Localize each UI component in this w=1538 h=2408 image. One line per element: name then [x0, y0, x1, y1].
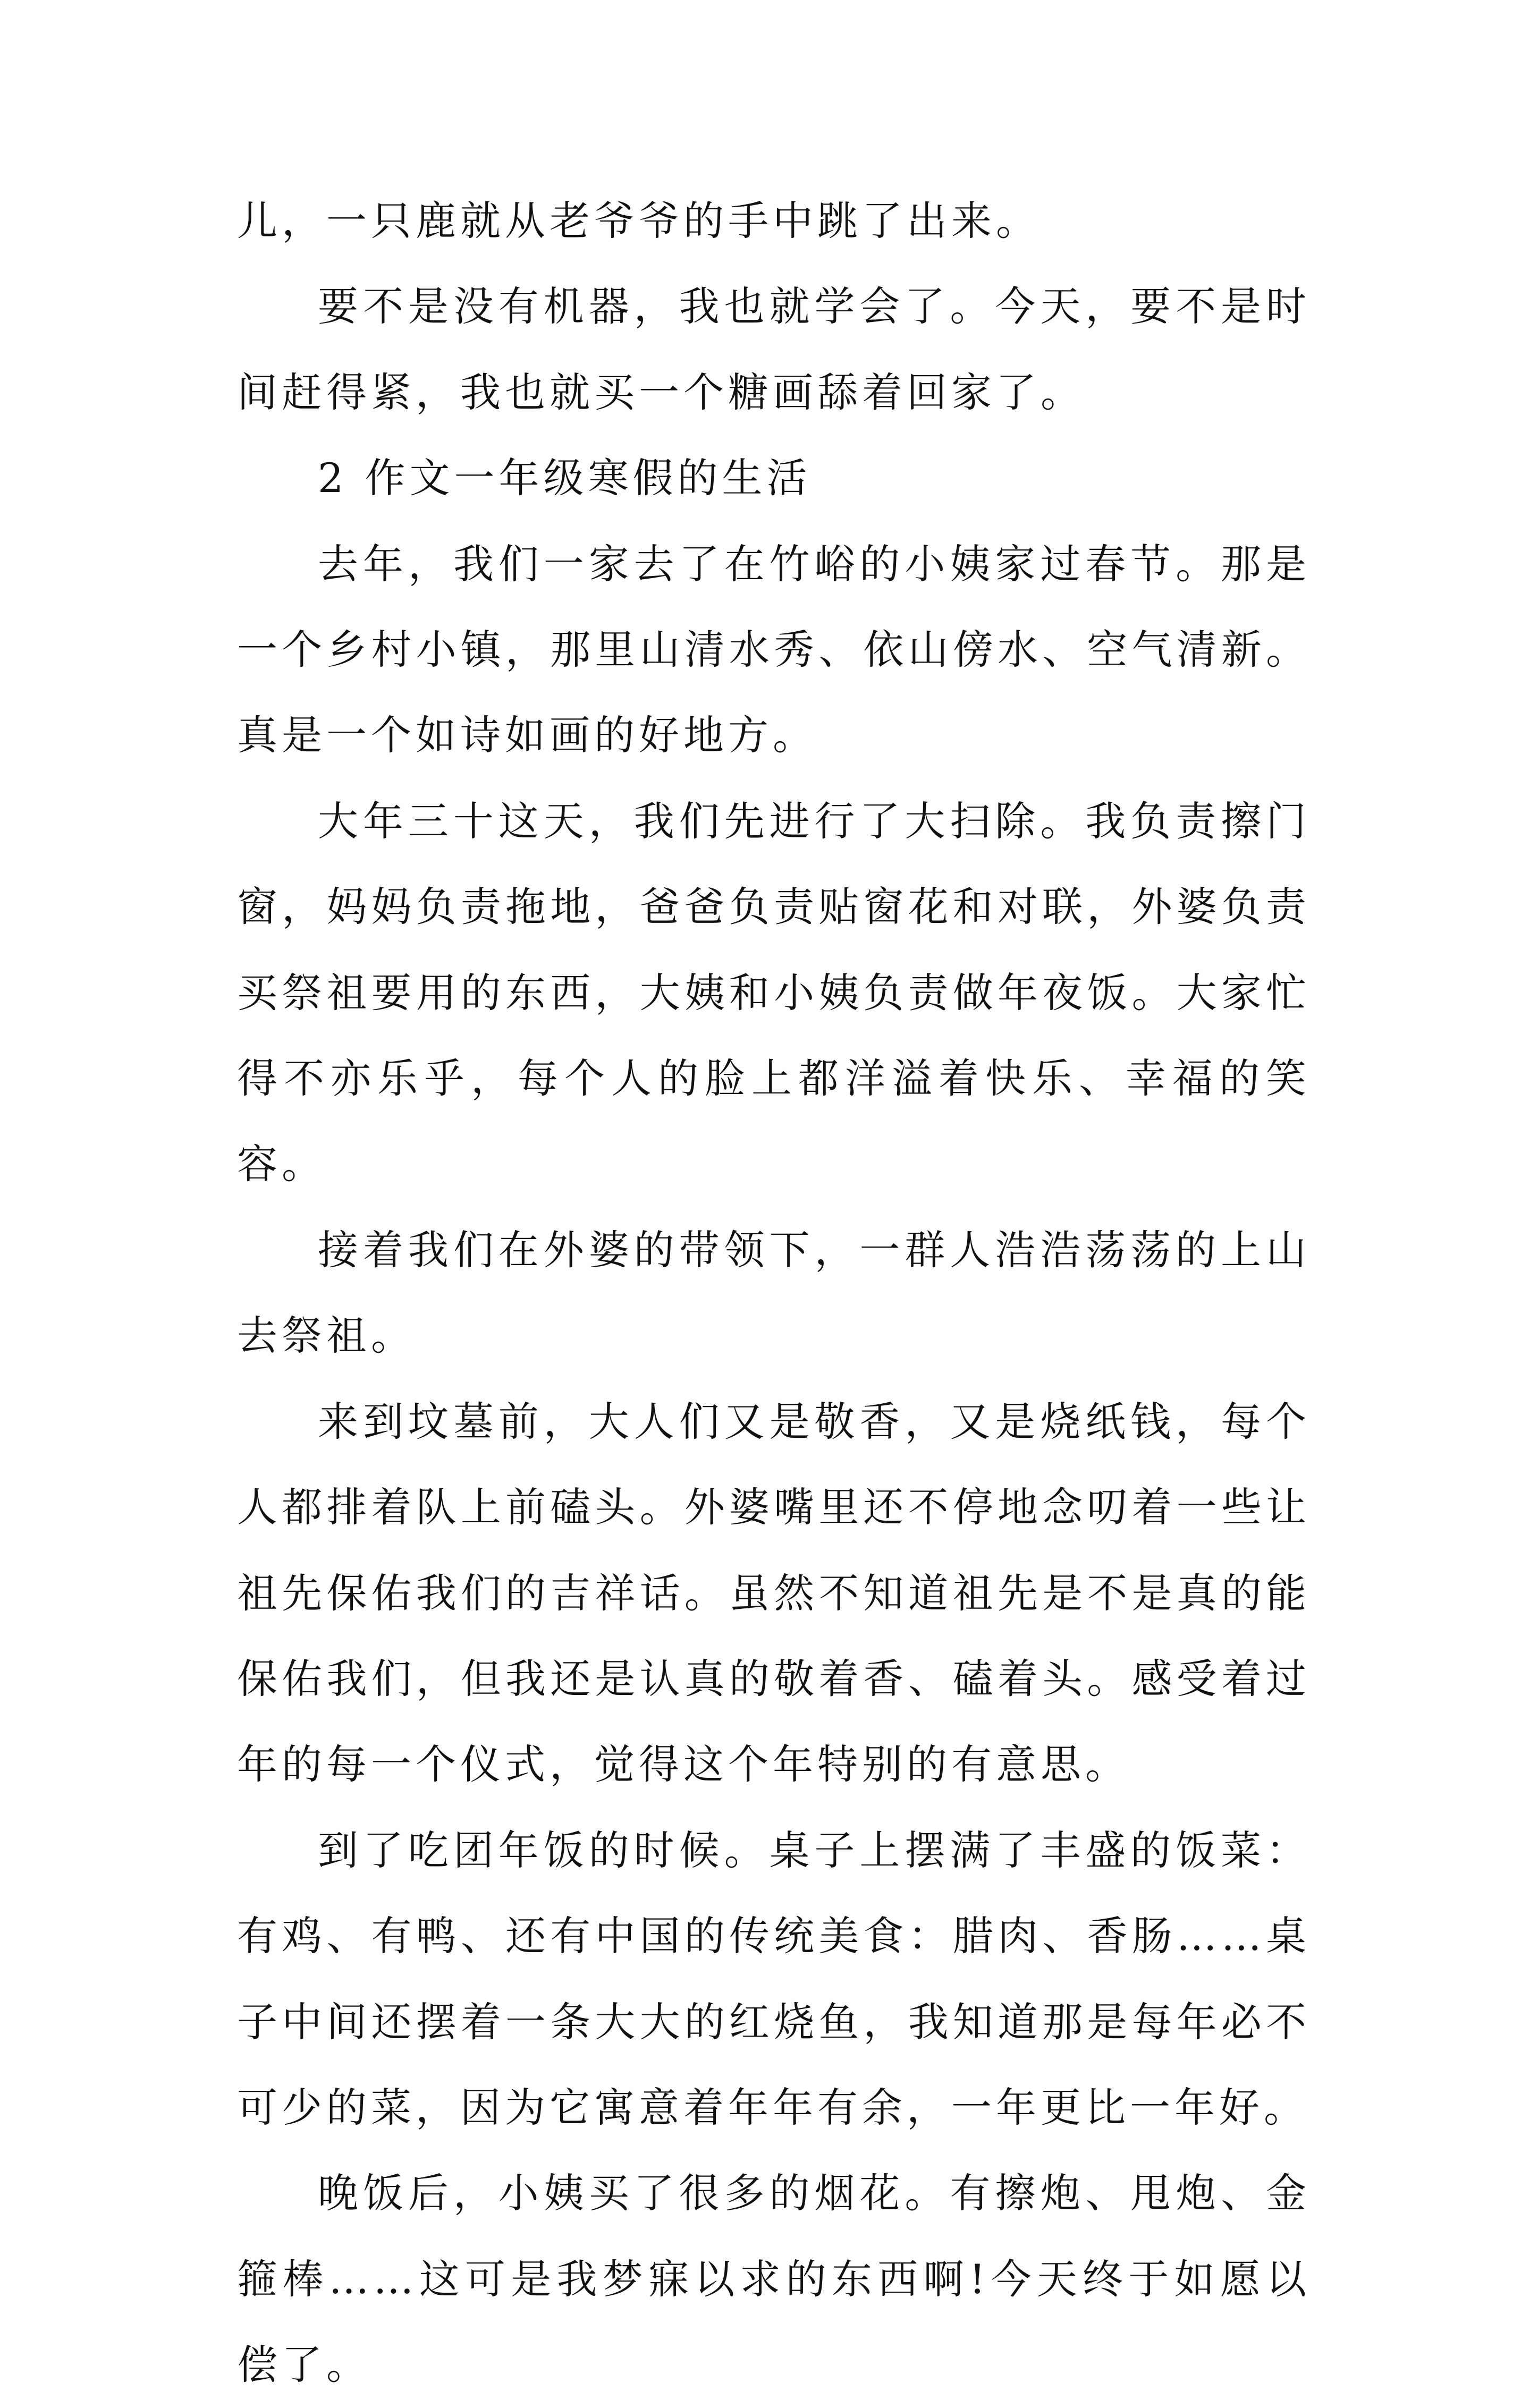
section-heading: 2 作文一年级寒假的生活 [318, 454, 812, 502]
paragraph: 到了吃团年饭的时候。桌子上摆满了丰盛的饭菜：有鸡、有鸭、还有中国的传统美食：腊肉、香肠……桌子中间还摆着一条大大的红烧鱼，我知道那是每年必不可少的菜，因为它寓意着年年有余，一年更比一年好。 [237, 1826, 1311, 2131]
paragraph: 大年三十这天，我们先进行了大扫除。我负责擦门窗，妈妈负责拖地，爸爸负责贴窗花和对联，外婆负责买祭祖要用的东西，大姨和小姨负责做年夜饭。大家忙得不亦乐乎，每个人的脸上都洋溢着快乐、幸福的笑容。 [237, 797, 1311, 1188]
paragraph: 要不是没有机器，我也就学会了。今天，要不是时间赶得紧，我也就买一个糖画舔着回家了。 [237, 283, 1311, 416]
paragraph: 接着我们在外婆的带领下，一群人浩浩荡荡的上山去祭祖。 [237, 1226, 1311, 1360]
paragraph: 去年，我们一家去了在竹峪的小姨家过春节。那是一个乡村小镇，那里山清水秀、依山傍水、空气清新。真是一个如诗如画的好地方。 [237, 540, 1311, 759]
paragraph-continuation: 儿，一只鹿就从老爷爷的手中跳了出来。 [237, 197, 1041, 244]
document-body [237, 178, 1311, 2408]
paragraph: 晚饭后，小姨买了很多的烟花。有擦炮、甩炮、金箍棒……这可是我梦寐以求的东西啊!今天终于如愿以偿了。 [237, 2169, 1311, 2389]
paragraph: 来到坟墓前，大人们又是敬香，又是烧纸钱，每个人都排着队上前磕头。外婆嘴里还不停地念叨着一些让祖先保佑我们的吉祥话。虽然不知道祖先是不是真的能保佑我们，但我还是认真的敬着香、磕着头。感受着过年的每一个仪式，觉得这个年特别的有意思。 [237, 1397, 1311, 1788]
